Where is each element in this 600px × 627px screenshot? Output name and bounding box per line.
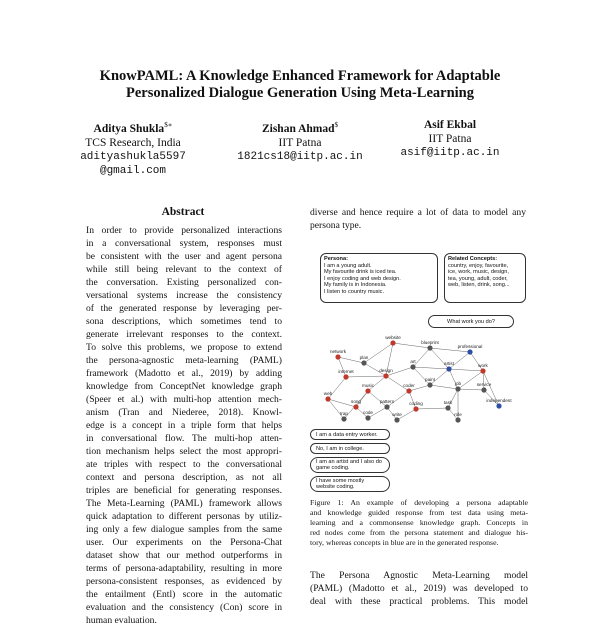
author-email-cont[interactable]: @gmail.com xyxy=(99,164,166,177)
graph-node xyxy=(480,368,485,373)
abstract-line: of the generated response by leveraging per- xyxy=(86,303,282,315)
persona-line: My favourite drink is iced tea. xyxy=(324,269,397,276)
reply-bubble: I am a data entry worker. xyxy=(310,429,390,440)
graph-node xyxy=(394,417,399,422)
abstract-line: context and persona description, as not all xyxy=(86,472,282,484)
title-line-1: KnowPAML: A Knowledge Enhanced Framework for Adaptable xyxy=(99,68,501,84)
author-affiliation: IIT Patna xyxy=(278,136,322,149)
abstract-line: To solve this problems, we propose to extend xyxy=(86,342,282,354)
abstract-line: versational systems increase the consistency xyxy=(86,290,282,302)
graph-node-label: network xyxy=(329,349,347,354)
figure-1 xyxy=(310,249,528,491)
graph-edge xyxy=(449,369,483,371)
graph-node xyxy=(335,354,340,359)
graph-node xyxy=(410,364,415,369)
abstract-line: tion mechanism helps select the most appropri- xyxy=(86,446,282,458)
graph-edge xyxy=(409,391,416,409)
graph-node-label: write xyxy=(392,412,402,417)
author-name: Aditya Shukla xyxy=(93,122,165,135)
abstract-line: terms of persona-adaptability, resulting in more xyxy=(86,563,282,575)
graph-edge xyxy=(413,348,430,367)
concepts-line: tea, young, adult, coder, xyxy=(448,275,508,282)
graph-node xyxy=(365,415,370,420)
graph-node xyxy=(343,374,348,379)
concepts-line: ice, work, music, design, xyxy=(448,269,509,276)
graph-node-label: pattern xyxy=(379,399,395,404)
author-name: Zishan Ahmad xyxy=(261,122,335,135)
graph-node xyxy=(383,373,388,378)
graph-edge xyxy=(458,389,484,390)
abstract-line: (Speer et al.) with multi-hop attention mech- xyxy=(86,394,282,406)
author-name: Asif Ekbal xyxy=(423,119,477,131)
abstract-line: ate triples with respect to the conversational xyxy=(86,459,282,471)
author-marks: $∗ xyxy=(164,121,173,129)
author-affiliation: TCS Research, India xyxy=(85,136,181,149)
abstract-line: triples are beneficial for generating responses. xyxy=(86,485,282,497)
graph-edge xyxy=(338,357,346,377)
graph-node xyxy=(481,387,486,392)
abstract-line: user. Our experiments on the Persona-Chat xyxy=(86,537,282,549)
graph-node xyxy=(361,360,366,365)
abstract-line: sona descriptions, which sometimes tend to xyxy=(86,316,282,328)
graph-edge xyxy=(413,367,449,369)
graph-edge xyxy=(470,352,483,371)
graph-node-label: artist xyxy=(444,361,454,366)
persona-line: I am a young adult. xyxy=(324,262,372,269)
question-bubble: What work you do? xyxy=(428,315,514,328)
author-email[interactable]: adityashukla5597 xyxy=(80,150,186,163)
graph-edge xyxy=(483,371,484,390)
graph-node xyxy=(455,386,460,391)
reply-bubble: I am an artist and I also do game coding. xyxy=(310,457,390,473)
caption-line: learning and a commonsense knowledge graph. Concepts in xyxy=(310,518,528,527)
concepts-title: Related Concepts: xyxy=(448,256,498,262)
graph-node-label: coding xyxy=(409,401,423,406)
graph-edge xyxy=(416,408,448,409)
graph-node-label: music xyxy=(362,383,374,388)
abstract-line: framework (Madotto et al., 2019) by adding xyxy=(86,368,282,380)
abstract-line: human evaluation. xyxy=(86,615,157,627)
abstract-line: quick adaptation to different personas by utiliz- xyxy=(86,511,282,523)
graph-node-label: art xyxy=(410,359,416,364)
abstract-line: the entailment (Entl) score in the automatic xyxy=(86,589,282,601)
persona-line: My family is in Indonesia. xyxy=(324,282,387,289)
abstract-line: persona-consistent responses, as evidenced by xyxy=(86,576,282,588)
graph-node xyxy=(455,417,460,422)
graph-node-label: role xyxy=(454,412,462,417)
abstract-line: in a conversational system, responses must xyxy=(86,238,282,250)
title-line-2: Personalized Dialogue Generation Using Meta-Learning xyxy=(126,85,474,101)
author-affiliation: IIT Patna xyxy=(428,133,472,145)
reply-bubble: No, I am in college. xyxy=(310,443,390,454)
knowledge-graph xyxy=(310,249,528,417)
graph-node-label: internet xyxy=(338,369,354,374)
graph-node-label: professional xyxy=(457,344,483,349)
body-line: diverse and hence require a lot of data to model any xyxy=(310,207,526,218)
caption-line: tory, whereas concepts in blue are in the generated response. xyxy=(310,538,499,547)
graph-node xyxy=(496,403,501,408)
author-email[interactable]: 1821cs18@iitp.ac.in xyxy=(237,150,363,163)
graph-node xyxy=(390,340,395,345)
abstract-body xyxy=(86,224,282,627)
abstract-heading: Abstract xyxy=(161,206,205,218)
graph-node xyxy=(353,404,358,409)
graph-node-label: work xyxy=(478,363,488,368)
graph-node-label: song xyxy=(351,399,361,404)
abstract-line: generate irrelevant responses to the context. xyxy=(86,329,282,341)
graph-node xyxy=(445,405,450,410)
right-column-body xyxy=(310,569,528,608)
figure-caption xyxy=(310,498,528,548)
graph-node xyxy=(341,416,346,421)
author-block xyxy=(232,118,368,164)
body-line: deal with these practical problems. This model xyxy=(310,596,528,607)
abstract-line: dataset show that our method outperforms in xyxy=(86,550,282,562)
author-block xyxy=(388,118,512,160)
graph-node-label: website xyxy=(385,335,401,340)
paper-title xyxy=(40,68,560,102)
concepts-line: web, listen, drink, song... xyxy=(448,282,510,289)
author-block xyxy=(58,118,208,178)
graph-node-label: design xyxy=(379,368,393,373)
abstract-line: The Meta-Learning (PAML) framework allows xyxy=(86,498,282,510)
graph-node-label: blueprint xyxy=(421,340,439,345)
right-column-intro xyxy=(310,206,526,232)
graph-node xyxy=(406,388,411,393)
persona-title: Persona: xyxy=(324,256,348,262)
graph-edge xyxy=(364,343,393,363)
graph-node xyxy=(325,396,330,401)
caption-line: Figure 1: An example of developing a persona adaptable xyxy=(310,498,528,507)
abstract-line: anism (Tran and Niederee, 2018). Knowl- xyxy=(86,407,282,419)
abstract-line: evaluation and the consistency (Con) score in xyxy=(86,602,282,614)
abstract-line: In order to provide personalized interactions xyxy=(86,225,282,236)
persona-line: I listen to country music. xyxy=(324,288,384,295)
concepts-line: country, enjoy, favourite, xyxy=(448,262,509,269)
graph-node-label: plan xyxy=(359,355,369,360)
graph-node xyxy=(413,406,418,411)
graph-node-label: code xyxy=(363,410,373,415)
reply-bubble: I have some mostly website coding. xyxy=(310,476,390,492)
graph-node-label: trap xyxy=(340,411,348,416)
author-marks: $ xyxy=(334,121,339,129)
caption-line: red nodes come from the persona statement and dialogue his- xyxy=(310,528,528,537)
graph-node xyxy=(427,382,432,387)
graph-edge xyxy=(413,367,430,385)
graph-node xyxy=(365,388,370,393)
graph-edge xyxy=(346,376,386,377)
graph-edge xyxy=(448,389,458,408)
caption-line: and knowledge guided response from test data using meta- xyxy=(310,508,528,517)
graph-node xyxy=(427,345,432,350)
graph-node-label: service xyxy=(476,382,492,387)
graph-edge xyxy=(328,399,344,419)
graph-node xyxy=(467,349,472,354)
author-email[interactable]: asif@iitp.ac.in xyxy=(400,147,500,159)
body-line: (PAML) (Madotto et al., 2019) was developed to xyxy=(310,583,528,594)
body-line: persona type. xyxy=(310,220,362,231)
abstract-line: knowledge from ConceptNet knowledge graph xyxy=(86,381,282,393)
abstract-line: while still being relevant to the context of xyxy=(86,264,282,276)
abstract-line: the persona-agnostic meta-learning (PAML) xyxy=(86,355,282,367)
abstract-line: in conversational flow. The multi-hop atten- xyxy=(86,433,282,445)
graph-node-label: independent xyxy=(486,398,512,403)
graph-node-label: task xyxy=(443,400,453,405)
body-line: The Persona Agnostic Meta-Learning model xyxy=(310,570,528,581)
graph-node-label: web xyxy=(323,391,333,396)
graph-node-label: job xyxy=(454,381,462,386)
abstract-line: ing only a few dialogue samples from the same xyxy=(86,524,282,536)
abstract-line: edge is a concept in a triple form that helps xyxy=(86,420,282,432)
persona-line: I enjoy coding and web design. xyxy=(324,275,401,282)
graph-node-label: coder xyxy=(403,383,415,388)
graph-edge xyxy=(449,369,458,389)
graph-edge xyxy=(430,385,458,389)
graph-node xyxy=(384,404,389,409)
graph-node-label: paint xyxy=(425,377,435,382)
abstract-line: the conversation. Existing personalized con- xyxy=(86,277,282,289)
graph-node xyxy=(446,366,451,371)
abstract-line: be consistent with the user and agent persona xyxy=(86,251,282,263)
